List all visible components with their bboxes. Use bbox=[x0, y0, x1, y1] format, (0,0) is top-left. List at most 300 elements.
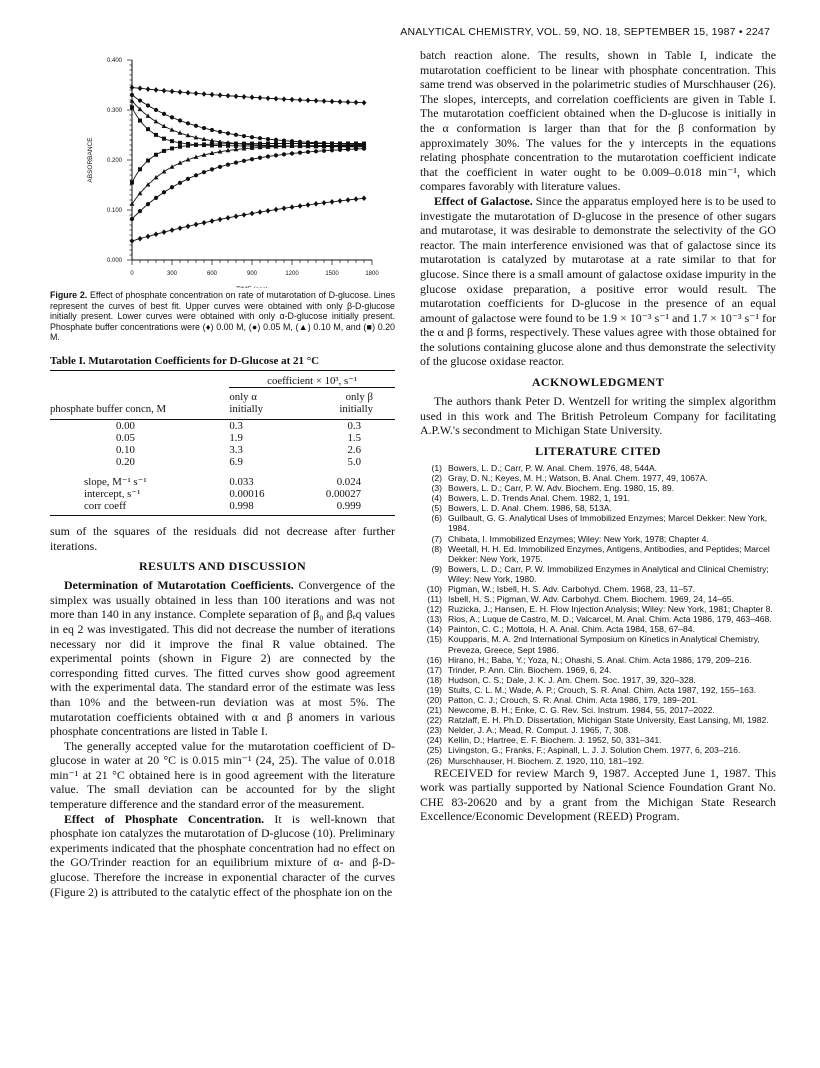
table-cell: 6.9 bbox=[229, 455, 243, 468]
reference-text: Koupparis, M. A. 2nd International Symposium on Kinetics in Analytical Chemistry, Preveza, Greece, Sept 1986. bbox=[448, 634, 760, 655]
data-point-circle bbox=[218, 165, 222, 169]
right-paragraph-1: batch reaction alone. The results, shown in Table I, indicate the mutarotation coefficient to be linear with phosphate concentration. This same trend was observed in the polarimetric studies of Murschhauser (26). The slopes, intercepts, and correlation coefficients are given in Table I. The mutarotation coefficient obtained when the D-glucose is initially in the α conformation is larger than that for the β conformation by approximately 30%. The values for the y intercepts in the equations relating phosphate concentration to the mutarotation coefficient indicate that the coefficient in water ought to be 0.009–0.018 min⁻¹, which compares favorably with literature values. bbox=[420, 48, 776, 194]
reference-number: (12) bbox=[426, 604, 442, 615]
data-point-diamond bbox=[202, 220, 207, 226]
data-point-diamond bbox=[138, 86, 143, 92]
y-tick-label: 0.200 bbox=[106, 158, 122, 164]
data-point-diamond bbox=[162, 88, 167, 94]
data-point-square bbox=[354, 142, 358, 146]
reference-list bbox=[420, 463, 776, 766]
data-point-circle bbox=[346, 147, 350, 151]
data-point-circle bbox=[274, 138, 278, 142]
reference-number: (21) bbox=[426, 705, 442, 716]
data-point-square bbox=[258, 142, 262, 146]
data-point-diamond bbox=[170, 89, 175, 95]
data-point-square bbox=[298, 142, 302, 146]
data-point-square bbox=[138, 119, 142, 123]
reference-number: (19) bbox=[426, 684, 442, 695]
reference-text: Isbell, H. S.; Pigman, W. Adv. Carbohyd. Chem. Biochem. 1969, 24, 14–65. bbox=[448, 594, 734, 605]
table-col1-header-b: initially bbox=[229, 402, 263, 415]
data-point-circle bbox=[258, 156, 262, 160]
data-point-circle bbox=[354, 147, 358, 151]
data-point-square bbox=[330, 142, 334, 146]
reference-number: (16) bbox=[426, 654, 442, 665]
data-point-square bbox=[282, 142, 286, 146]
data-point-triangle bbox=[162, 169, 167, 173]
data-point-square bbox=[314, 142, 318, 146]
data-point-square bbox=[362, 142, 366, 146]
data-point-diamond bbox=[258, 209, 263, 215]
reference-text: Chibata, I. Immobilized Enzymes; Wiley: New York, 1978; Chapter 4. bbox=[448, 533, 709, 544]
data-point-diamond bbox=[130, 238, 135, 244]
reference-item bbox=[420, 624, 776, 634]
acknowledgment-text: The authors thank Peter D. Wentzell for writing the simplex algorithm used in this work and The British Petroleum Company for facilitating A.P.W.'s secondment to Michigan State University. bbox=[420, 394, 776, 438]
running-head: ANALYTICAL CHEMISTRY, VOL. 59, NO. 18, SEPTEMBER 15, 1987 • 2247 bbox=[400, 26, 770, 38]
series-line-square-alpha bbox=[132, 144, 364, 183]
reference-number: (20) bbox=[426, 695, 442, 705]
data-point-circle bbox=[210, 128, 214, 132]
reference-text: Ratzlaff, E. H. Ph.D. Dissertation, Michigan State University, East Lansing, MI, 1982. bbox=[448, 715, 769, 726]
series-line-triangle-alpha bbox=[132, 145, 364, 204]
received-note: RECEIVED for review March 9, 1987. Accepted June 1, 1987. This work was partially supported by National Science Foundation Grant No. CHE 83-20620 and by a grant from the Michigan State Research Excellence/Economic Development (REED) Program. bbox=[420, 765, 776, 824]
reference-item bbox=[420, 594, 776, 604]
data-point-diamond bbox=[322, 200, 327, 206]
data-point-triangle bbox=[146, 113, 151, 117]
reference-item bbox=[420, 483, 776, 493]
data-point-square bbox=[226, 142, 230, 146]
data-point-diamond bbox=[250, 211, 255, 217]
data-point-circle bbox=[282, 152, 286, 156]
reference-text: Bowers, L. D.; Carr, P. W. Anal. Chem. 1976, 48, 544A. bbox=[448, 462, 658, 473]
right-column bbox=[420, 48, 776, 824]
data-point-square bbox=[146, 127, 150, 131]
reference-text: Kellin, D.; Hartree, E. F. Biochem. J. 1952, 50, 331–341. bbox=[448, 735, 662, 746]
series-line-circle-alpha bbox=[132, 149, 364, 219]
data-point-circle bbox=[234, 160, 238, 164]
data-point-diamond bbox=[314, 98, 319, 104]
data-point-diamond bbox=[362, 100, 367, 106]
p1-text: Convergence of the simplex was usually obtained in less than 100 iterations and was not more than 140 in any instance. Complete separation of β₀ and βₑq values in eq 2 was investigated. This did not decrease the number of iterations necessary nor did it improve the final R value obtained. The experimental points (shown in Figure 2) are connected by the corresponding fitted curves. The fitted curves show good agreement with the experimental data. The standard error of the estimate was less than 10% and the between-run deviation was at most 5%. The mutarotation coefficients obtained with α and β anomers in various phosphate concentrations are listed in Table I. bbox=[50, 578, 395, 739]
data-point-square bbox=[202, 142, 206, 146]
data-point-diamond bbox=[290, 204, 295, 210]
data-point-diamond bbox=[250, 95, 255, 101]
data-point-diamond bbox=[354, 196, 359, 202]
figure-caption-label: Figure 2. bbox=[50, 290, 88, 300]
reference-text: Patton, C. J.; Crouch, S. R. Anal. Chim. Acta 1986, 179, 189–201. bbox=[448, 695, 699, 705]
reference-number: (23) bbox=[426, 725, 442, 736]
reference-number: (13) bbox=[426, 614, 442, 625]
data-point-circle bbox=[362, 147, 366, 151]
table-title: Table I. Mutarotation Coefficients for D-Glucose at 21 °C bbox=[50, 355, 395, 371]
data-point-circle bbox=[226, 162, 230, 166]
data-point-square bbox=[130, 181, 134, 185]
reference-number: (24) bbox=[426, 735, 442, 746]
series-line-diamond-alpha bbox=[132, 198, 364, 241]
data-point-diamond bbox=[298, 203, 303, 209]
reference-number: (18) bbox=[426, 674, 442, 685]
y-tick-label: 0.000 bbox=[106, 258, 122, 264]
table-cell: slope, M⁻¹ s⁻¹ bbox=[84, 475, 147, 488]
data-point-diamond bbox=[138, 236, 143, 242]
reference-text: Murschhauser, H. Biochem. Z. 1920, 110, 181–192. bbox=[448, 755, 645, 766]
table-cell: 0.024 bbox=[336, 475, 361, 488]
data-point-diamond bbox=[210, 218, 215, 224]
data-point-circle bbox=[194, 173, 198, 177]
x-axis-label bbox=[236, 286, 268, 288]
table-row bbox=[50, 456, 395, 468]
data-point-diamond bbox=[194, 91, 199, 97]
mutarotation-chart bbox=[50, 48, 395, 288]
reference-number: (22) bbox=[426, 715, 442, 726]
series-line-diamond-beta bbox=[132, 88, 364, 103]
data-point-diamond bbox=[218, 92, 223, 98]
data-point-square bbox=[170, 146, 174, 150]
data-point-diamond bbox=[130, 85, 135, 91]
reference-item bbox=[420, 695, 776, 705]
reference-text: Painton, C. C.; Mottola, H. A. Anal. Chim. Acta 1984, 158, 67–84. bbox=[448, 624, 695, 635]
data-point-diamond bbox=[282, 96, 287, 102]
data-point-square bbox=[154, 133, 158, 137]
x-tick-label: 1800 bbox=[365, 271, 379, 277]
data-point-circle bbox=[130, 93, 134, 97]
reference-item bbox=[420, 685, 776, 695]
table-cell: 2.6 bbox=[347, 443, 361, 456]
table-cell: 0.00016 bbox=[229, 487, 265, 500]
reference-item bbox=[420, 564, 776, 584]
data-point-circle bbox=[242, 159, 246, 163]
reference-item bbox=[420, 745, 776, 755]
reference-text: Hudson, C. S.; Dale, J. K. J. Am. Chem. Soc. 1917, 39, 320–328. bbox=[448, 674, 696, 685]
data-point-diamond bbox=[298, 97, 303, 103]
data-point-diamond bbox=[346, 99, 351, 105]
table-coef-header: coefficient × 10³, s⁻¹ bbox=[229, 371, 395, 388]
data-point-circle bbox=[322, 149, 326, 153]
data-point-square bbox=[146, 159, 150, 163]
reference-number: (15) bbox=[426, 634, 442, 645]
data-point-square bbox=[210, 142, 214, 146]
data-point-diamond bbox=[154, 231, 159, 237]
left-paragraph-2: The generally accepted value for the mutarotation coefficient of D-glucose in water at 20 °C is 0.015 min⁻¹ (24, 25). The value of 0.018 min⁻¹ at 21 °C obtained here is in good agreement with the literature value. The small deviation can be accounted for by the slight temperature difference and the standard error of the measurement. bbox=[50, 738, 395, 812]
left-column bbox=[50, 48, 395, 899]
galactose-text: Since the apparatus employed here is to be used to investigate the mutarotation of D-glucose in the presence of other sugars and mutarotase, it was desirable to demonstrate the selectivity of the GO reactor. The main interference envisioned was that of galactose since its mutarotation is catalyzed by mutarotase at a rate similar to that for glucose. Since there is a small amount of galactose oxidase impurity in the glucose oxidase preparation, a positive error would result. The mutarotation coefficients for D-glucose in the presence of an equal amount of galactose were found to be 1.9 × 10⁻³ s⁻¹ and 1.7 × 10⁻³ s⁻¹ for the α and β forms, respectively. These values agree with those obtained for the solutions containing glucose alone and thus demonstrate the selectivity of the glucose oxidase reactor. bbox=[420, 193, 776, 369]
data-point-diamond bbox=[274, 207, 279, 213]
data-point-circle bbox=[138, 209, 142, 213]
table-1 bbox=[50, 371, 395, 516]
data-point-diamond bbox=[186, 223, 191, 229]
data-point-diamond bbox=[354, 100, 359, 106]
x-tick-label: 1200 bbox=[285, 271, 299, 277]
data-point-diamond bbox=[266, 95, 271, 101]
reference-text: Bowers, L. D. Anal. Chem. 1986, 58, 513A. bbox=[448, 503, 612, 514]
data-point-diamond bbox=[146, 86, 151, 92]
data-point-square bbox=[178, 141, 182, 145]
reference-text: Stults, C. L. M.; Wade, A. P.; Crouch, S. R. Anal. Chim. Acta 1987, 192, 155–163. bbox=[448, 684, 757, 695]
reference-item bbox=[420, 675, 776, 685]
table-cell: 0.998 bbox=[229, 499, 254, 512]
reference-number: (1) bbox=[431, 462, 442, 473]
series-line-square-beta bbox=[132, 108, 364, 147]
reference-text: Bowers, L. D. Trends Anal. Chem. 1982, 1, 191. bbox=[448, 493, 630, 504]
table-stats-row bbox=[50, 488, 395, 500]
data-point-diamond bbox=[210, 92, 215, 98]
data-point-diamond bbox=[170, 227, 175, 233]
table-cell: 0.999 bbox=[336, 499, 361, 512]
data-point-circle bbox=[162, 112, 166, 116]
data-point-square bbox=[322, 142, 326, 146]
reference-text: Ruzicka, J.; Hansen, E. H. Flow Injection Analysis; Wiley: New York, 1981; Chapter 8. bbox=[448, 604, 773, 615]
reference-item bbox=[420, 604, 776, 614]
data-point-square bbox=[178, 145, 182, 149]
data-point-circle bbox=[250, 157, 254, 161]
table-col2-header-a: only β bbox=[345, 390, 373, 403]
reference-number: (4) bbox=[431, 493, 442, 504]
data-point-diamond bbox=[202, 91, 207, 97]
data-point-square bbox=[274, 142, 278, 146]
data-point-circle bbox=[218, 130, 222, 134]
data-point-diamond bbox=[226, 215, 231, 221]
data-point-circle bbox=[298, 151, 302, 155]
data-point-diamond bbox=[154, 87, 159, 93]
data-point-diamond bbox=[242, 94, 247, 100]
data-point-circle bbox=[178, 118, 182, 122]
y-axis-label: ABSORBANCE bbox=[87, 137, 94, 183]
reference-text: Nelder, J. A.; Mead, R. Comput. J. 1965, 7, 308. bbox=[448, 725, 631, 736]
data-point-diamond bbox=[346, 197, 351, 203]
data-point-circle bbox=[226, 131, 230, 135]
data-point-circle bbox=[178, 181, 182, 185]
reference-item bbox=[420, 634, 776, 654]
p3-run-in-heading: Effect of Phosphate Concentration. bbox=[64, 811, 265, 826]
data-point-circle bbox=[130, 217, 134, 221]
data-point-square bbox=[186, 144, 190, 148]
series-line-circle-beta bbox=[132, 95, 364, 145]
figure-2 bbox=[50, 48, 395, 288]
table-cell: 0.00 bbox=[116, 419, 135, 432]
data-point-circle bbox=[330, 148, 334, 152]
data-point-circle bbox=[250, 135, 254, 139]
data-point-diamond bbox=[186, 90, 191, 96]
reference-number: (3) bbox=[431, 483, 442, 494]
data-point-circle bbox=[154, 108, 158, 112]
table-cell: 0.3 bbox=[347, 419, 361, 432]
data-point-diamond bbox=[306, 202, 311, 208]
left-paragraph-3 bbox=[50, 812, 395, 900]
data-point-circle bbox=[202, 170, 206, 174]
reference-text: Trinder, P. Ann. Clin. Biochem. 1969, 6, 24. bbox=[448, 664, 612, 675]
data-point-square bbox=[162, 137, 166, 141]
results-heading: RESULTS AND DISCUSSION bbox=[138, 559, 307, 574]
data-point-diamond bbox=[338, 198, 343, 204]
reference-number: (11) bbox=[427, 594, 442, 605]
data-point-diamond bbox=[290, 97, 295, 103]
data-point-circle bbox=[186, 177, 190, 181]
table-row bbox=[50, 432, 395, 444]
table-cell: 0.10 bbox=[116, 443, 135, 456]
data-point-square bbox=[338, 142, 342, 146]
data-point-circle bbox=[290, 151, 294, 155]
data-point-square bbox=[234, 142, 238, 146]
data-point-diamond bbox=[234, 93, 239, 99]
reference-item bbox=[420, 584, 776, 594]
data-point-diamond bbox=[330, 199, 335, 205]
data-point-diamond bbox=[266, 208, 271, 214]
p1-run-in-heading: Determination of Mutarotation Coefficients. bbox=[64, 578, 294, 593]
figure-caption bbox=[50, 290, 395, 343]
data-point-square bbox=[242, 142, 246, 146]
data-point-circle bbox=[258, 136, 262, 140]
reference-number: (14) bbox=[426, 624, 442, 635]
reference-number: (9) bbox=[431, 563, 442, 574]
p3-text: It is well-known that phosphate ion catalyzes the mutarotation of D-glucose (10). Preliminary experiments indicated that the phosphate concentration had no effect on the GO/Trinder reaction for an equilibrium mixture of α- and β-D-glucose. Therefore the increase in exponential character of the curves (Figure 2) is attributed to the catalytic effect of the phosphate ion on the bbox=[50, 811, 395, 899]
table-row bbox=[50, 419, 395, 432]
x-tick-label: 600 bbox=[206, 271, 218, 277]
table-stats-row bbox=[50, 476, 395, 488]
table-cell: 0.05 bbox=[116, 431, 135, 444]
data-point-diamond bbox=[226, 93, 231, 99]
reference-text: Hirano, H.; Baba, Y.; Yoza, N.; Ohashi, S. Anal. Chim. Acta 1986, 179, 209–216. bbox=[448, 654, 752, 665]
data-point-square bbox=[266, 142, 270, 146]
figure-caption-text: Effect of phosphate concentration on rate of mutarotation of D-glucose. Lines represent the curves of best fit. Upper curves were obtained with only β-D-glucose initially present. Lower curves were obtained with only α-D-glucose initially present. Phosphate buffer concentrations were (♦) 0.00 M, (●) 0.05 M, (▲) 0.10 M, and (■) 0.20 M. bbox=[50, 290, 396, 343]
galactose-run-in-heading: Effect of Galactose. bbox=[434, 193, 533, 208]
data-point-diamond bbox=[242, 212, 247, 218]
data-point-circle bbox=[162, 190, 166, 194]
data-point-circle bbox=[186, 121, 190, 125]
table-cell: 0.033 bbox=[229, 475, 254, 488]
table-cell: 1.5 bbox=[347, 431, 361, 444]
reference-item bbox=[420, 725, 776, 735]
left-carry-text: sum of the squares of the residuals did not decrease after further iterations. bbox=[50, 523, 395, 553]
data-point-diamond bbox=[322, 98, 327, 104]
table-cell: 0.20 bbox=[116, 455, 135, 468]
table-col2-header-b: initially bbox=[339, 402, 373, 415]
reference-number: (26) bbox=[426, 755, 442, 766]
data-point-circle bbox=[210, 167, 214, 171]
data-point-square bbox=[306, 142, 310, 146]
reference-item bbox=[420, 614, 776, 624]
data-point-circle bbox=[146, 103, 150, 107]
data-point-square bbox=[194, 143, 198, 147]
acknowledgment-heading: ACKNOWLEDGMENT bbox=[531, 375, 665, 390]
data-point-square bbox=[346, 142, 350, 146]
data-point-diamond bbox=[282, 206, 287, 212]
reference-text: Newcome, B. H.; Enke, C. G. Rev. Sci. Instrum. 1984, 55, 2017–2022. bbox=[448, 705, 715, 716]
y-tick-label: 0.300 bbox=[106, 108, 122, 114]
reference-item bbox=[420, 705, 776, 715]
data-point-diamond bbox=[218, 217, 223, 223]
data-point-circle bbox=[138, 98, 142, 102]
data-point-square bbox=[162, 149, 166, 153]
table-cell: 0.00027 bbox=[325, 487, 361, 500]
reference-number: (25) bbox=[426, 745, 442, 756]
data-point-diamond bbox=[178, 225, 183, 231]
reference-number: (7) bbox=[431, 533, 442, 544]
reference-item bbox=[420, 655, 776, 665]
reference-item bbox=[420, 513, 776, 533]
reference-text: Pigman, W.; Isbell, H. S. Adv. Carbohyd. Chem. 1968, 23, 11–57. bbox=[448, 583, 696, 594]
data-point-circle bbox=[194, 124, 198, 128]
reference-text: Livingston, G.; Franks, F.; Aspinall, L. J. J. Solution Chem. 1977, 6, 203–216. bbox=[448, 745, 741, 756]
table-cell: 1.9 bbox=[229, 431, 243, 444]
table-cell: corr coeff bbox=[84, 499, 127, 512]
reference-number: (17) bbox=[426, 664, 442, 675]
x-tick-label: 1500 bbox=[325, 271, 339, 277]
data-point-diamond bbox=[258, 95, 263, 101]
reference-text: Bowers, L. D.; Carr, P. W. Adv. Biochem. Eng. 1980, 15, 89. bbox=[448, 483, 675, 494]
data-point-diamond bbox=[274, 96, 279, 102]
data-point-diamond bbox=[338, 99, 343, 105]
data-point-circle bbox=[274, 153, 278, 157]
table-stats-row bbox=[50, 500, 395, 512]
table-cell: 5.0 bbox=[347, 455, 361, 468]
table-col0-header: phosphate buffer concn, M bbox=[50, 402, 167, 415]
reference-item bbox=[420, 463, 776, 473]
data-point-diamond bbox=[306, 98, 311, 104]
reference-text: Guilbault, G. G. Analytical Uses of Immobilized Enzymes; Marcel Dekker: New York, 1984. bbox=[448, 513, 768, 534]
data-point-square bbox=[250, 142, 254, 146]
y-tick-label: 0.100 bbox=[106, 208, 122, 214]
reference-text: Rios, A.; Luque de Castro, M. D.; Valcarcel, M. Anal. Chim. Acta 1986, 179, 463–468. bbox=[448, 614, 772, 625]
reference-item bbox=[420, 493, 776, 503]
x-tick-label: 900 bbox=[246, 271, 258, 277]
reference-item bbox=[420, 715, 776, 725]
data-point-diamond bbox=[362, 195, 367, 201]
reference-item bbox=[420, 473, 776, 483]
data-point-diamond bbox=[194, 222, 199, 228]
reference-item bbox=[420, 756, 776, 766]
data-point-square bbox=[130, 106, 134, 110]
data-point-square bbox=[138, 167, 142, 171]
data-point-circle bbox=[266, 137, 270, 141]
left-paragraph-1 bbox=[50, 578, 395, 739]
data-point-triangle bbox=[130, 98, 135, 102]
reference-number: (2) bbox=[431, 472, 442, 483]
data-point-square bbox=[154, 153, 158, 157]
data-point-circle bbox=[170, 115, 174, 119]
y-tick-label: 0.400 bbox=[106, 58, 122, 64]
data-point-diamond bbox=[234, 214, 239, 220]
data-point-diamond bbox=[330, 99, 335, 105]
reference-text: Gray, D. N.; Keyes, M. H.; Watson, B. Anal. Chem. 1977, 49, 1067A. bbox=[448, 472, 708, 483]
x-tick-label: 0 bbox=[130, 271, 134, 277]
table-col1-header-a: only α bbox=[229, 390, 257, 403]
table-row bbox=[50, 444, 395, 456]
x-tick-label: 300 bbox=[166, 271, 178, 277]
data-point-circle bbox=[154, 196, 158, 200]
reference-number: (8) bbox=[431, 543, 442, 554]
reference-number: (6) bbox=[431, 513, 442, 524]
reference-item bbox=[420, 735, 776, 745]
data-point-circle bbox=[266, 154, 270, 158]
data-point-triangle bbox=[154, 119, 159, 123]
right-paragraph-2 bbox=[420, 194, 776, 369]
reference-text: Weetall, H. H. Ed. Immobilized Enzymes, Antigens, Antibodies, and Peptides; Marcel Dekker: New York, 1975. bbox=[448, 543, 770, 564]
data-point-diamond bbox=[146, 234, 151, 240]
data-point-square bbox=[170, 139, 174, 143]
data-point-circle bbox=[314, 149, 318, 153]
data-point-triangle bbox=[154, 175, 159, 179]
data-point-circle bbox=[306, 150, 310, 154]
data-point-circle bbox=[234, 133, 238, 137]
reference-text: Bowers, L. D.; Carr, P. W. Immobilized Enzymes in Analytical and Clinical Chemistry; Wiley: New York, 1980. bbox=[448, 563, 769, 584]
data-point-diamond bbox=[314, 201, 319, 207]
data-point-square bbox=[218, 142, 222, 146]
reference-item bbox=[420, 503, 776, 513]
data-point-circle bbox=[202, 126, 206, 130]
data-point-square bbox=[290, 142, 294, 146]
reference-number: (5) bbox=[431, 503, 442, 514]
reference-item bbox=[420, 665, 776, 675]
table-cell: intercept, s⁻¹ bbox=[84, 487, 141, 500]
